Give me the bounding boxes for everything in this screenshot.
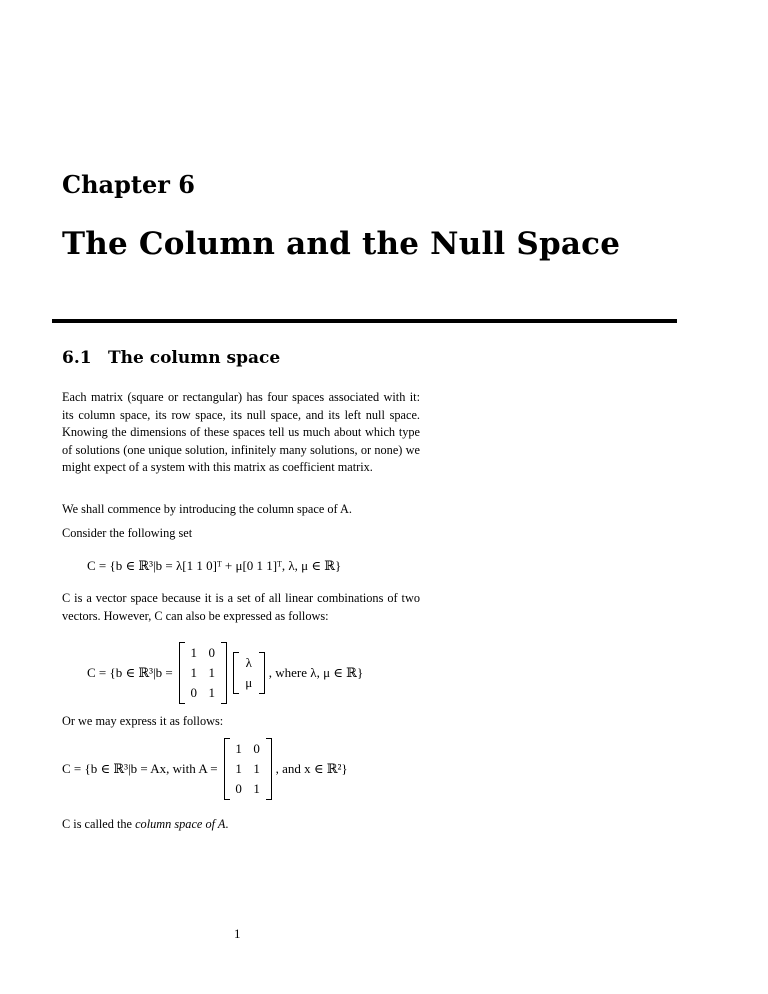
p6-prefix: C is called the [62,817,136,831]
section-title: The column space [108,348,281,368]
matrix-cell: 0 [208,645,216,660]
p6-emphasis: column space of A [135,817,226,831]
equation-ax-form [62,738,348,800]
eq3-right: , and x ∈ ℝ²} [275,761,348,776]
paragraph-or-express: Or we may express it as follows: [62,714,224,728]
matrix-a [179,642,227,704]
paragraph-commence: We shall commence by introducing the column space of A. [62,502,352,516]
chapter-title: The Column and the Null Space [62,226,621,262]
matrix-cell: 0 [253,741,260,756]
chapter-label: Chapter 6 [62,170,195,199]
section-number: 6.1 [62,348,92,368]
title-rule [52,319,677,323]
paragraph-intro: Each matrix (square or rectangular) has four spaces associated with it: its column space, its row space, its null space, and its left null space. Knowing the dimensions of these spaces tell us much about which type of solutions (one unique solution, infinitely many solutions, or none) we might expect of a system with this matrix as coefficient matrix. [62,390,420,474]
matrix-a-2 [224,738,272,800]
matrix-cell: 0 [235,781,242,796]
matrix-cell: 1 [190,665,198,680]
paragraph-column-space [62,816,420,834]
vector-cell: μ [245,675,253,690]
equation-matrix-form [87,642,363,704]
page-number: 1 [234,926,241,941]
paragraph-consider: Consider the following set [62,526,193,540]
eq2-right: , where λ, μ ∈ ℝ} [268,665,364,680]
matrix-cell: 1 [253,761,260,776]
matrix-cell: 1 [208,685,216,700]
matrix-cell: 1 [235,761,242,776]
section-heading [62,348,280,368]
matrix-cell: 1 [235,741,242,756]
equation-set-def: C = {b ∈ ℝ³|b = λ[1 1 0]ᵀ + μ[0 1 1]ᵀ, λ, μ ∈ ℝ} [87,558,342,573]
matrix-cell: 1 [190,645,198,660]
eq2-left: C = {b ∈ ℝ³|b = [87,665,173,680]
matrix-cell: 0 [190,685,198,700]
matrix-cell: 1 [253,781,260,796]
vector-lambda-mu [233,652,265,694]
vector-cell: λ [245,655,252,670]
eq3-left: C = {b ∈ ℝ³|b = Ax, with A = [62,761,218,776]
p6-suffix: . [225,817,229,831]
paragraph-vector-space: C is a vector space because it is a set of all linear combinations of two vectors. However, C can also be expressed as follows: [62,591,420,623]
matrix-cell: 1 [208,665,216,680]
